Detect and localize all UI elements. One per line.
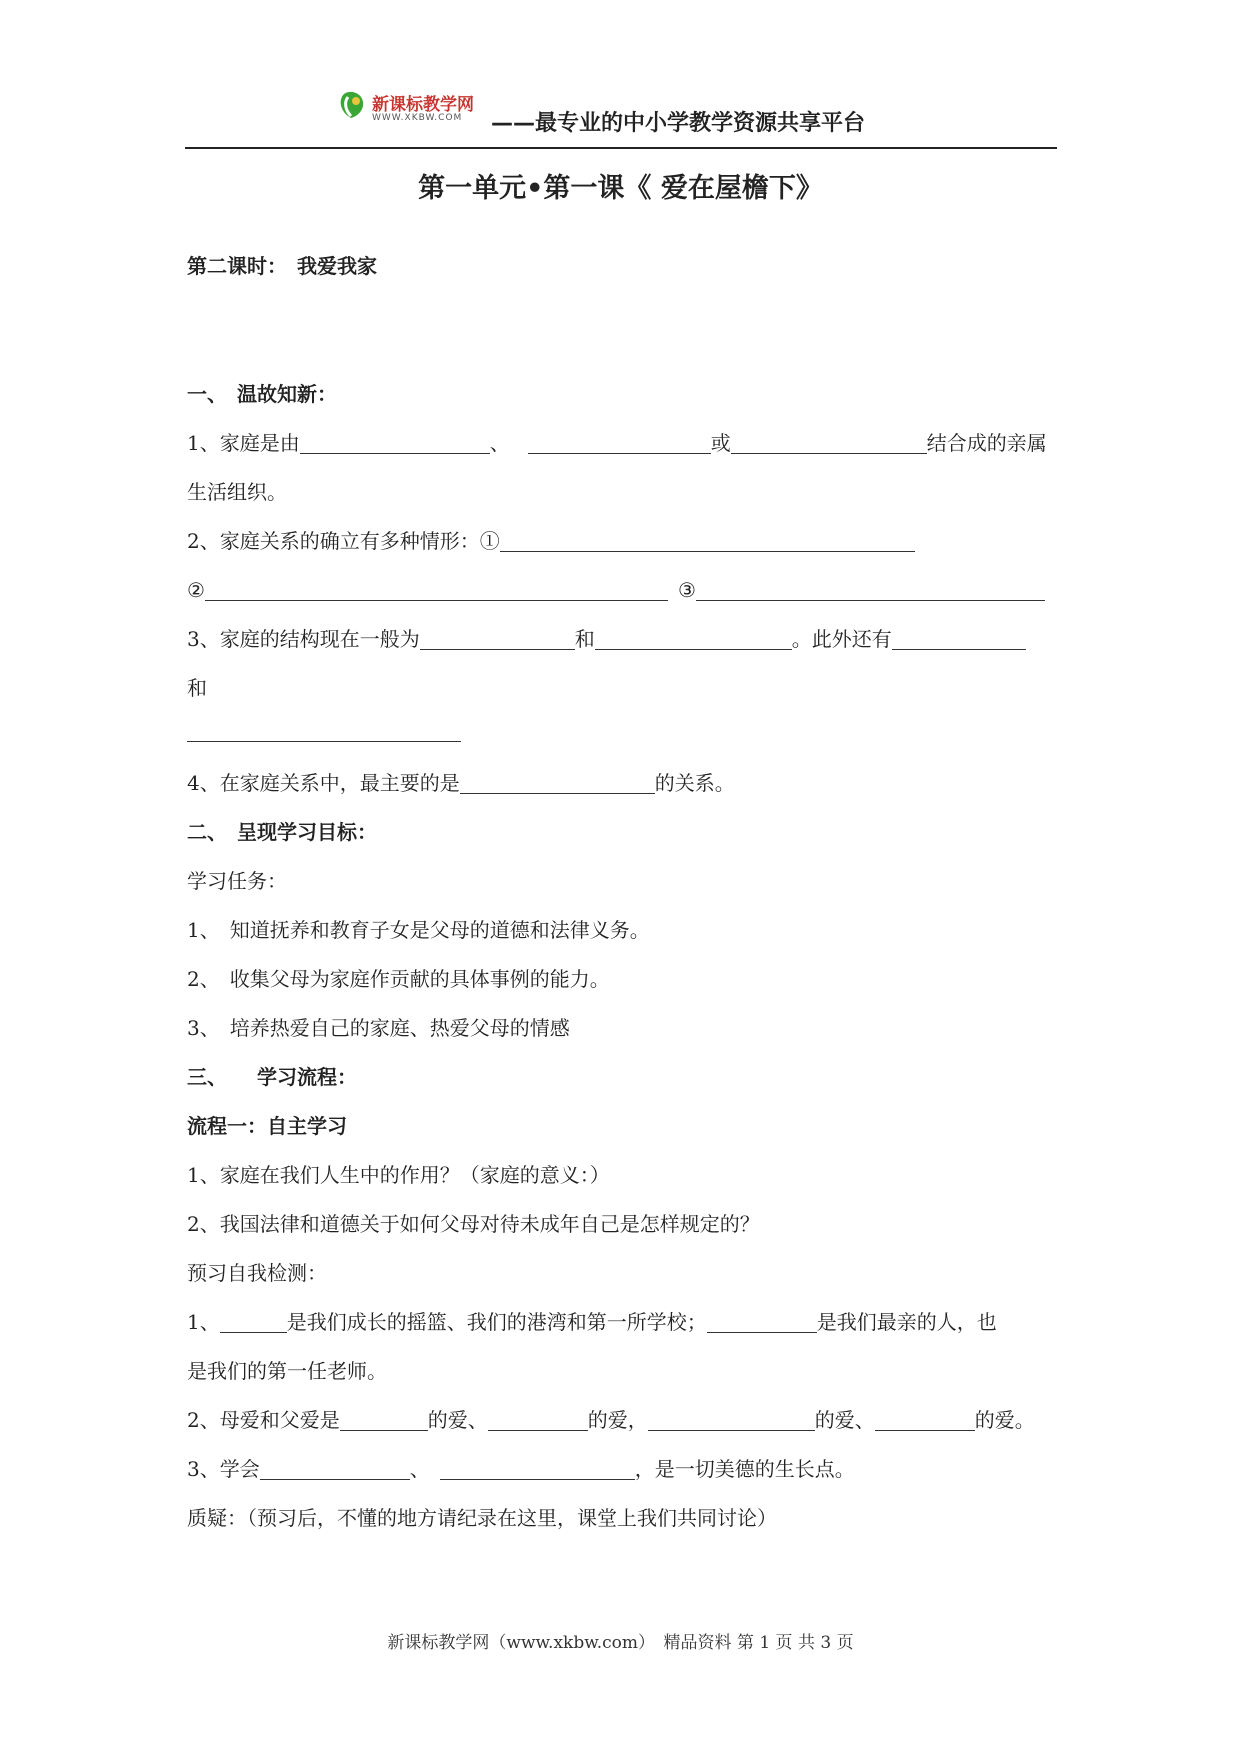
s1-question-1-cont: 生活组织。 — [187, 480, 287, 504]
s1-q2-blank-3[interactable] — [696, 580, 1045, 601]
task-label: 学习任务： — [187, 869, 287, 893]
s1-q1-text-b: 、 — [489, 431, 510, 455]
s1-q3-text-a: 3、家庭的结构现在一般为 — [187, 627, 420, 651]
c2-text-e: 的爱。 — [974, 1408, 1035, 1432]
c2-blank-3[interactable] — [648, 1410, 815, 1431]
s1-q3-blank-2[interactable] — [595, 629, 792, 650]
s1-q1-text-a: 1、家庭是由 — [187, 431, 300, 455]
section1-heading: 一、 温故知新： — [187, 382, 337, 406]
flow1-question-2: 2、我国法律和道德关于如何父母对待未成年自己是怎样规定的？ — [187, 1212, 760, 1236]
site-logo — [336, 88, 484, 132]
s1-q3-blank-1[interactable] — [420, 629, 575, 650]
header-divider — [185, 147, 1057, 149]
s1-q2-text-c: ③ — [677, 578, 696, 602]
flow1-heading: 流程一：自主学习 — [187, 1114, 347, 1138]
c3-text-b: 、 — [409, 1457, 430, 1481]
s1-question-4 — [187, 769, 735, 797]
check-question-1 — [187, 1308, 997, 1336]
c1-blank-1[interactable] — [220, 1312, 287, 1333]
header-slogan: ——最专业的中小学教学资源共享平台 — [491, 111, 866, 136]
s1-question-1 — [187, 429, 1047, 457]
s1-q4-text-b: 的关系。 — [654, 771, 735, 795]
task-item-2: 2、 收集父母为家庭作贡献的具体事例的能力。 — [187, 967, 610, 991]
s1-q1-blank-2[interactable] — [528, 433, 711, 454]
section2-heading: 二、 呈现学习目标： — [187, 820, 377, 844]
check-question-1-cont: 是我们的第一任老师。 — [187, 1359, 387, 1383]
s1-q2-blank-2[interactable] — [205, 580, 668, 601]
s1-q4-text-a: 4、在家庭关系中，最主要的是 — [187, 771, 460, 795]
c2-text-d: 的爱、 — [814, 1408, 875, 1432]
s1-q1-blank-3[interactable] — [731, 433, 927, 454]
s1-question-2 — [187, 527, 915, 555]
check-question-3 — [187, 1455, 855, 1483]
logo-text-cn: 新课标教学网 — [372, 95, 474, 115]
c1-blank-2[interactable] — [707, 1312, 817, 1333]
c3-blank-1[interactable] — [260, 1459, 410, 1480]
s1-q3-blank-4[interactable] — [187, 741, 461, 742]
logo-leaf-icon — [336, 90, 366, 120]
c1-text-c: 是我们最亲的人，也 — [816, 1310, 997, 1334]
task-item-3: 3、 培养热爱自己的家庭、热爱父母的情感 — [187, 1016, 570, 1040]
logo-text-en: WWW.XKBW.COM — [372, 113, 463, 123]
lesson-subtitle: 第二课时： 我爱我家 — [187, 254, 377, 278]
c2-text-c: 的爱， — [587, 1408, 648, 1432]
s1-q2-text-b: ② — [187, 578, 205, 602]
c2-blank-4[interactable] — [875, 1410, 975, 1431]
c3-blank-2[interactable] — [440, 1459, 635, 1480]
page-title: 第一单元•第一课《 爱在屋檐下》 — [418, 173, 823, 204]
c3-text-c: ，是一切美德的生长点。 — [634, 1457, 855, 1481]
s1-question-3 — [187, 625, 1026, 653]
c2-text-b: 的爱、 — [427, 1408, 488, 1432]
s1-q4-blank-1[interactable] — [460, 773, 655, 794]
s1-q3-text-b: 和 — [574, 627, 595, 651]
self-check-label: 预习自我检测： — [187, 1261, 327, 1285]
s1-q3-text-c: 。此外还有 — [791, 627, 892, 651]
c2-blank-2[interactable] — [488, 1410, 588, 1431]
c2-text-a: 2、母爱和父爱是 — [187, 1408, 340, 1432]
c2-blank-1[interactable] — [340, 1410, 428, 1431]
c3-text-a: 3、学会 — [187, 1457, 260, 1481]
s1-question-2-cont — [187, 576, 1045, 604]
s1-q1-text-d: 结合成的亲属 — [926, 431, 1047, 455]
flow1-question-1: 1、家庭在我们人生中的作用？（家庭的意义：） — [187, 1163, 610, 1187]
task-item-1: 1、 知道抚养和教育子女是父母的道德和法律义务。 — [187, 918, 650, 942]
page-footer: 新课标教学网（www.xkbw.com） 精品资料 第 1 页 共 3 页 — [387, 1633, 854, 1653]
check-question-2 — [187, 1406, 1035, 1434]
s1-q1-blank-1[interactable] — [300, 433, 490, 454]
doubt-note: 质疑：（预习后，不懂的地方请纪录在这里，课堂上我们共同讨论） — [187, 1506, 777, 1530]
c1-text-a: 1、 — [187, 1310, 220, 1334]
s1-q1-text-c: 或 — [710, 431, 731, 455]
c1-text-b: 是我们成长的摇篮、我们的港湾和第一所学校； — [286, 1310, 707, 1334]
s1-q2-text-a: 2、家庭关系的确立有多种情形：① — [187, 529, 500, 553]
section3-heading: 三、 学习流程： — [187, 1065, 357, 1089]
s1-question-3-and: 和 — [187, 676, 207, 700]
s1-q3-blank-3[interactable] — [892, 629, 1026, 650]
s1-q2-blank-1[interactable] — [500, 531, 915, 552]
